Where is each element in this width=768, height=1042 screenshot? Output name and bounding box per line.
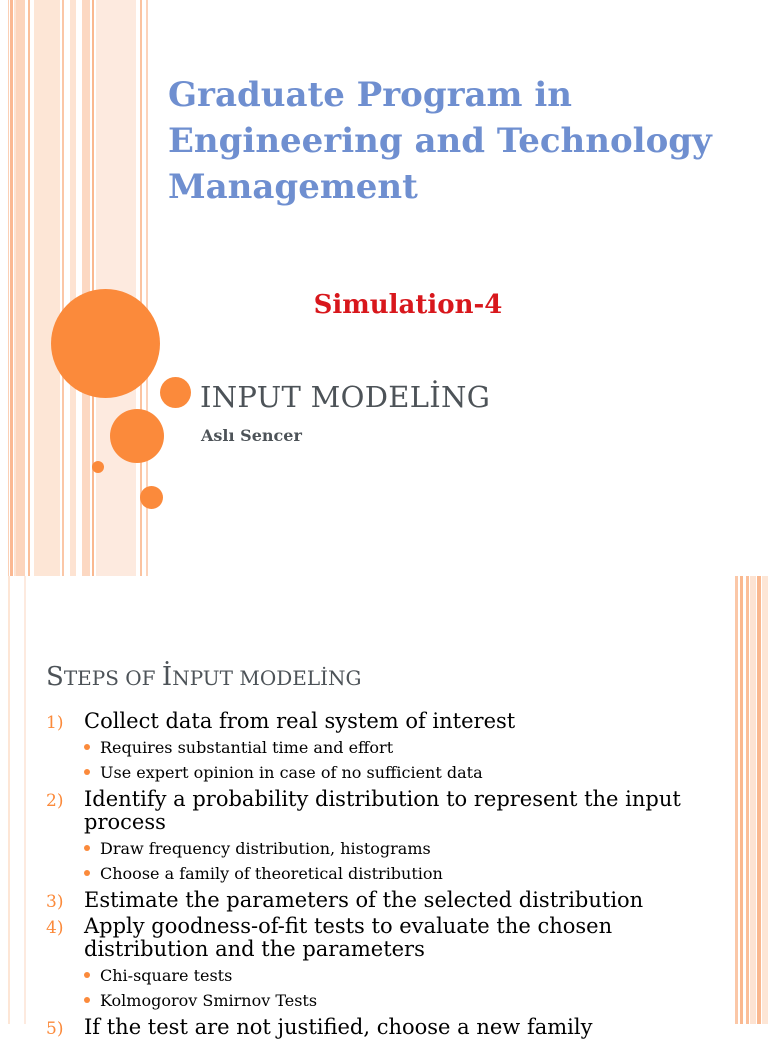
list-item [46, 1016, 706, 1039]
decor-stripe [16, 0, 25, 576]
slide-subtitle: Simulation-4 [313, 290, 503, 320]
decor-stripe [10, 0, 13, 576]
steps-list [46, 710, 706, 1042]
list-item [46, 788, 706, 886]
decor-stripe [746, 576, 749, 1024]
decor-stripe [96, 0, 136, 576]
step-text: If the test are not justified, choose a new family [84, 1015, 593, 1039]
decor-circle-small [92, 461, 104, 473]
sub-item: Use expert opinion in case of no sufficient data [84, 760, 706, 785]
step-number: 5) [46, 1019, 64, 1039]
decor-stripe [62, 0, 64, 576]
decor-stripe [82, 0, 90, 576]
sub-item: Kolmogorov Smirnov Tests [84, 988, 706, 1013]
bullet-icon [84, 870, 90, 876]
bullet-icon [84, 744, 90, 750]
decor-stripe [750, 576, 756, 1024]
decor-stripe [757, 576, 761, 1024]
topic-heading: INPUT MODELİNG [200, 380, 491, 414]
decor-stripe [34, 0, 60, 576]
list-item [46, 710, 706, 785]
step-number: 3) [46, 892, 64, 912]
bullet-icon [84, 845, 90, 851]
decor-stripe [735, 576, 738, 1024]
bullet-icon [84, 769, 90, 775]
decor-stripe [8, 576, 10, 1024]
decor-stripe [70, 0, 76, 576]
bullet-icon [84, 997, 90, 1003]
decor-stripe [92, 0, 94, 576]
decor-stripe [740, 576, 743, 1024]
author-name: Aslı Sencer [201, 426, 302, 445]
decor-circle [140, 486, 163, 509]
list-item [46, 915, 706, 1013]
decor-stripe [28, 0, 30, 576]
step-text: Apply goodness-of-fit tests to evaluate the chosen distribution and the parameters [84, 914, 613, 961]
decor-circle [160, 377, 191, 408]
decor-stripe [8, 0, 9, 576]
step-text: Collect data from real system of interest [84, 709, 516, 733]
step-number: 4) [46, 918, 64, 938]
sub-item: Requires substantial time and effort [84, 735, 706, 760]
slide-title: Graduate Program in Engineering and Technology Management [168, 75, 712, 207]
decor-circle [110, 409, 164, 463]
decor-stripe [762, 576, 768, 1024]
step-text: Identify a probability distribution to represent the input process [84, 787, 681, 834]
sub-item: Draw frequency distribution, histograms [84, 836, 706, 861]
slide-title: STEPS OF İNPUT MODELİNG [46, 662, 362, 692]
step-number: 2) [46, 791, 64, 811]
sub-item: Choose a family of theoretical distribution [84, 861, 706, 886]
decor-stripe [24, 576, 26, 1024]
list-item [46, 889, 706, 912]
step-number: 1) [46, 713, 64, 733]
step-text: Estimate the parameters of the selected distribution [84, 888, 644, 912]
sub-item: Chi-square tests [84, 963, 706, 988]
bullet-icon [84, 972, 90, 978]
